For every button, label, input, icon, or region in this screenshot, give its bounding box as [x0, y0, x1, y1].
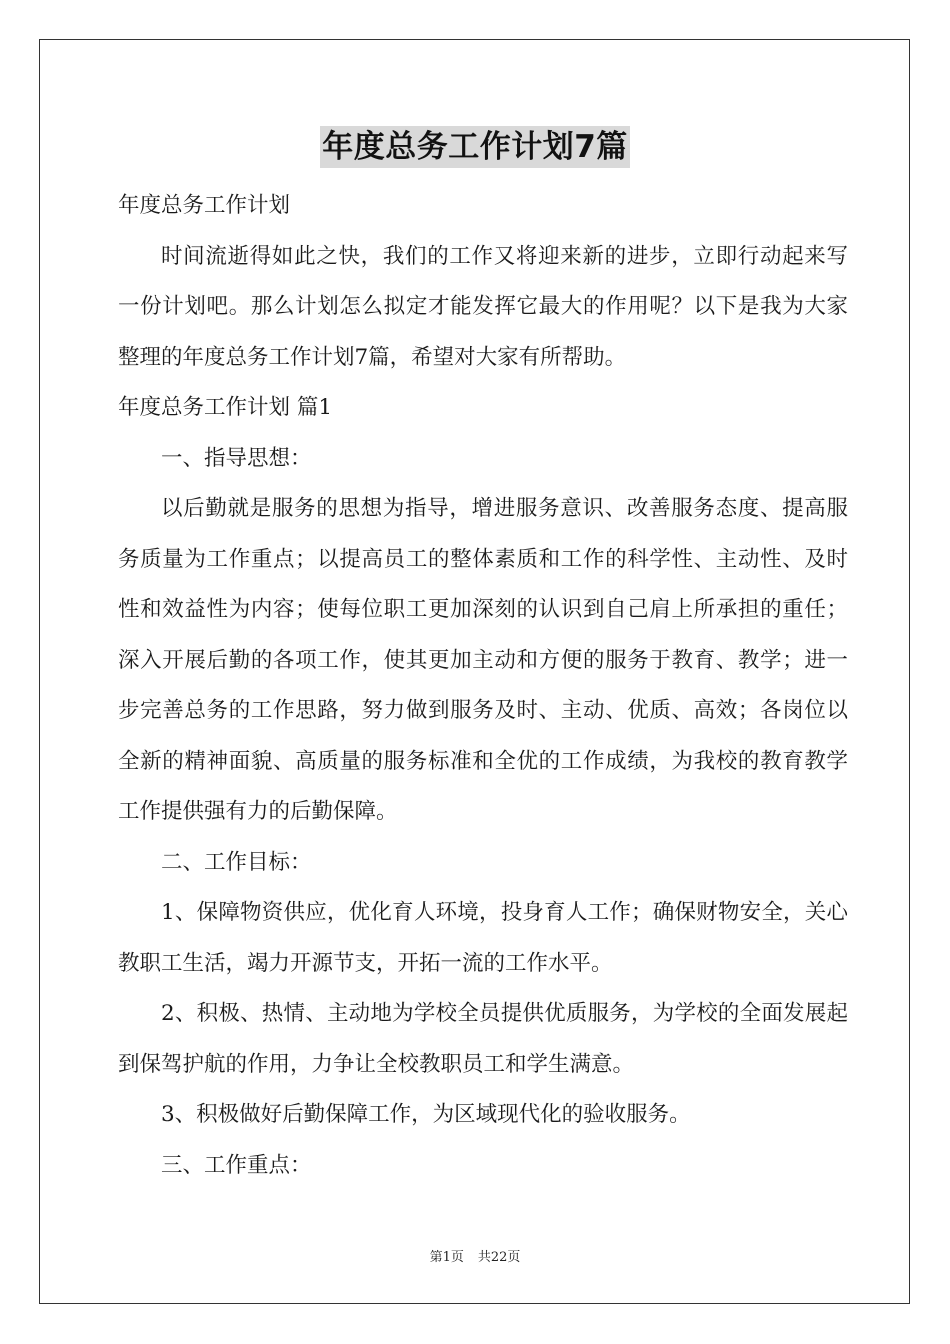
paragraph: 3、积极做好后勤保障工作，为区域现代化的验收服务。 — [161, 1102, 691, 1127]
document-body — [118, 181, 848, 1191]
document-title: 年度总务工作计划7篇 — [320, 126, 630, 168]
title-container — [0, 126, 950, 168]
paragraph: 1、保障物资供应，优化育人环境，投身育人工作；确保财物安全，关心教职工生活，竭力开源节支，开拓一流的工作水平。 — [118, 900, 848, 976]
paragraph: 时间流逝得如此之快，我们的工作又将迎来新的进步，立即行动起来写一份计划吧。那么计划怎么拟定才能发挥它最大的作用呢？以下是我为大家整理的年度总务工作计划7篇，希望对大家有所帮助。 — [118, 243, 848, 370]
paragraph: 以后勤就是服务的思想为指导，增进服务意识、改善服务态度、提高服务质量为工作重点；以提高员工的整体素质和工作的科学性、主动性、及时性和效益性为内容；使每位职工更加深刻的认识到自己肩上所承担的重任；深入开展后勤的各项工作，使其更加主动和方便的服务于教育、教学；进一步完善总务的工作思路，努力做到服务及时、主动、优质、高效；各岗位以全新的精神面貌、高质量的服务标准和全优的工作成绩，为我校的教育教学工作提供强有力的后勤保障。 — [118, 496, 848, 824]
paragraph: 2、积极、热情、主动地为学校全员提供优质服务，为学校的全面发展起到保驾护航的作用，力争让全校教职员工和学生满意。 — [118, 1001, 848, 1077]
paragraph: 年度总务工作计划 — [118, 193, 291, 218]
page-number: 第1页 — [429, 1250, 464, 1265]
page-total: 共22页 — [477, 1250, 521, 1265]
paragraph: 年度总务工作计划 篇1 — [118, 395, 333, 420]
paragraph: 二、工作目标： — [161, 849, 312, 875]
paragraph: 三、工作重点： — [161, 1152, 312, 1178]
page-footer — [0, 1246, 950, 1265]
paragraph: 一、指导思想： — [161, 445, 312, 471]
